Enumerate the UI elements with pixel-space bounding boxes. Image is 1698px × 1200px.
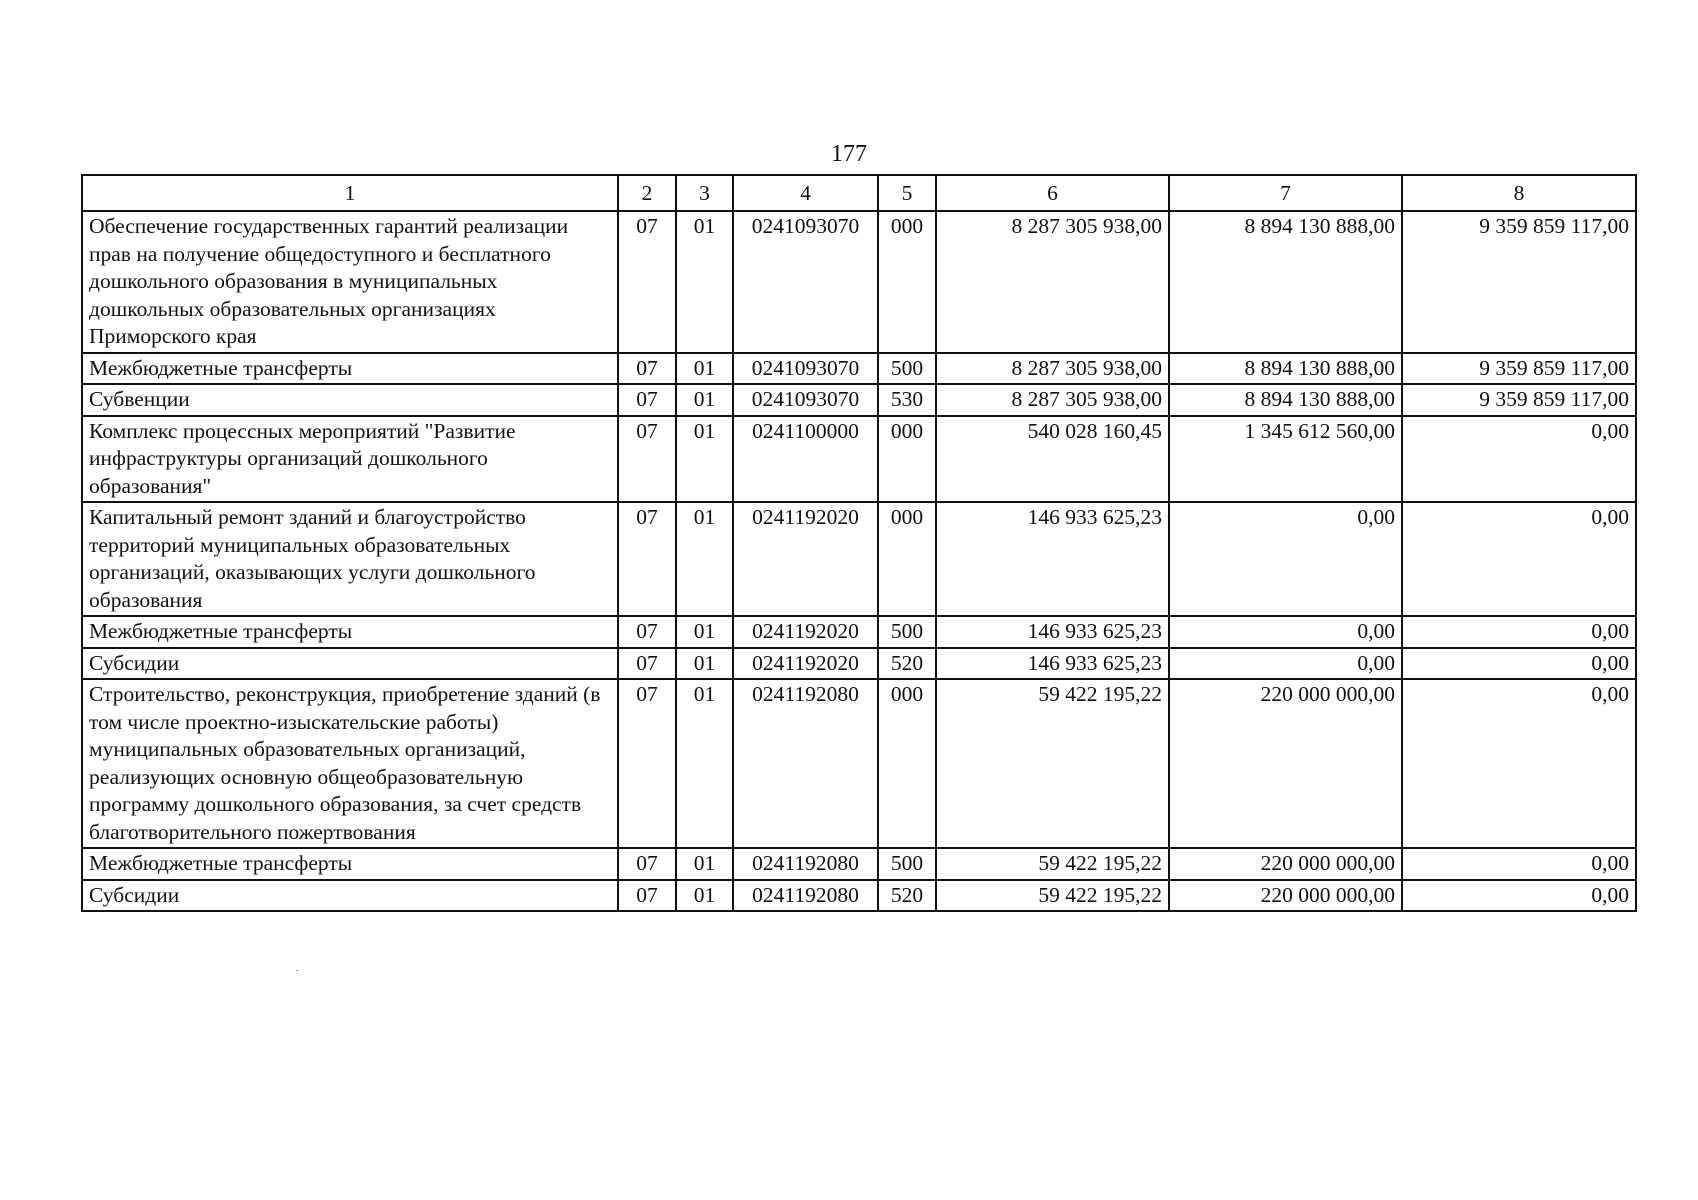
target-article-code: 0241093070 [733,211,878,353]
amount-col-6: 8 287 305 938,00 [936,353,1169,385]
section-code: 07 [618,616,676,648]
amount-col-8: 9 359 859 117,00 [1402,211,1636,353]
subsection-code: 01 [676,502,733,616]
item-name: Строительство, реконструкция, приобретение зданий (в том числе проектно-изыскательские работы) муниципальных образовательных организаций, реализующих основную общеобразовательную программу дошкольного образования, за счет средств благотворительного пожертвования [82,679,618,848]
item-name: Субвенции [82,384,618,416]
table-row [82,353,1636,385]
amount-col-7: 8 894 130 888,00 [1169,384,1402,416]
amount-col-6: 146 933 625,23 [936,648,1169,680]
amount-col-7: 220 000 000,00 [1169,848,1402,880]
amount-col-8: 0,00 [1402,616,1636,648]
header-row [82,175,1636,211]
expense-type-code: 000 [878,502,936,616]
section-code: 07 [618,648,676,680]
amount-col-8: 9 359 859 117,00 [1402,384,1636,416]
column-header: 8 [1402,175,1636,211]
amount-col-6: 59 422 195,22 [936,679,1169,848]
target-article-code: 0241192020 [733,648,878,680]
target-article-code: 0241192080 [733,679,878,848]
amount-col-6: 59 422 195,22 [936,848,1169,880]
column-header: 6 [936,175,1169,211]
amount-col-7: 0,00 [1169,648,1402,680]
page-number: 177 [831,141,867,167]
subsection-code: 01 [676,648,733,680]
subsection-code: 01 [676,679,733,848]
item-name: Субсидии [82,648,618,680]
amount-col-8: 0,00 [1402,880,1636,912]
table-row [82,880,1636,912]
amount-col-8: 0,00 [1402,679,1636,848]
amount-col-8: 0,00 [1402,502,1636,616]
amount-col-6: 8 287 305 938,00 [936,211,1169,353]
table-row [82,848,1636,880]
amount-col-7: 220 000 000,00 [1169,679,1402,848]
budget-table [81,174,1637,912]
expense-type-code: 000 [878,211,936,353]
item-name: Межбюджетные трансферты [82,616,618,648]
expense-type-code: 520 [878,648,936,680]
table-row [82,416,1636,503]
subsection-code: 01 [676,616,733,648]
target-article-code: 0241192080 [733,880,878,912]
column-header: 2 [618,175,676,211]
table-row [82,616,1636,648]
subsection-code: 01 [676,353,733,385]
subsection-code: 01 [676,384,733,416]
target-article-code: 0241192020 [733,502,878,616]
expense-type-code: 500 [878,848,936,880]
target-article-code: 0241192020 [733,616,878,648]
target-article-code: 0241093070 [733,353,878,385]
section-code: 07 [618,384,676,416]
column-header: 7 [1169,175,1402,211]
section-code: 07 [618,502,676,616]
column-header: 4 [733,175,878,211]
item-name: Обеспечение государственных гарантий реализации прав на получение общедоступного и бесплатного дошкольного образования в муниципальных дошкольных образовательных организациях Приморского края [82,211,618,353]
amount-col-8: 0,00 [1402,416,1636,503]
section-code: 07 [618,880,676,912]
column-header: 1 [82,175,618,211]
item-name: Субсидии [82,880,618,912]
scan-speck [296,970,298,971]
amount-col-7: 8 894 130 888,00 [1169,353,1402,385]
expense-type-code: 000 [878,416,936,503]
amount-col-8: 0,00 [1402,848,1636,880]
expense-type-code: 500 [878,353,936,385]
target-article-code: 0241100000 [733,416,878,503]
subsection-code: 01 [676,848,733,880]
amount-col-6: 59 422 195,22 [936,880,1169,912]
amount-col-7: 1 345 612 560,00 [1169,416,1402,503]
amount-col-8: 0,00 [1402,648,1636,680]
target-article-code: 0241093070 [733,384,878,416]
amount-col-7: 0,00 [1169,502,1402,616]
amount-col-6: 540 028 160,45 [936,416,1169,503]
subsection-code: 01 [676,416,733,503]
expense-type-code: 520 [878,880,936,912]
column-header: 5 [878,175,936,211]
amount-col-7: 0,00 [1169,616,1402,648]
section-code: 07 [618,353,676,385]
section-code: 07 [618,416,676,503]
item-name: Межбюджетные трансферты [82,848,618,880]
amount-col-6: 146 933 625,23 [936,502,1169,616]
section-code: 07 [618,848,676,880]
target-article-code: 0241192080 [733,848,878,880]
expense-type-code: 000 [878,679,936,848]
section-code: 07 [618,679,676,848]
item-name: Межбюджетные трансферты [82,353,618,385]
section-code: 07 [618,211,676,353]
table-row [82,679,1636,848]
item-name: Капитальный ремонт зданий и благоустройство территорий муниципальных образовательных организаций, оказывающих услуги дошкольного образования [82,502,618,616]
expense-type-code: 500 [878,616,936,648]
subsection-code: 01 [676,880,733,912]
expense-type-code: 530 [878,384,936,416]
subsection-code: 01 [676,211,733,353]
column-header: 3 [676,175,733,211]
amount-col-6: 8 287 305 938,00 [936,384,1169,416]
amount-col-6: 146 933 625,23 [936,616,1169,648]
table-row [82,384,1636,416]
amount-col-8: 9 359 859 117,00 [1402,353,1636,385]
table-row [82,502,1636,616]
item-name: Комплекс процессных мероприятий "Развитие инфраструктуры организаций дошкольного образования" [82,416,618,503]
amount-col-7: 220 000 000,00 [1169,880,1402,912]
table-row [82,648,1636,680]
table-row [82,211,1636,353]
amount-col-7: 8 894 130 888,00 [1169,211,1402,353]
